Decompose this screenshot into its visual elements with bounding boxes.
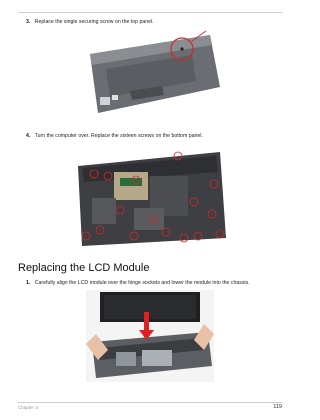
step-text: Replace the single securing screw on the top panel. xyxy=(34,19,154,25)
footer-rule xyxy=(18,402,282,403)
step-text: Carefully align the LCD module over the hinge sockets and lower the module into the chassis. xyxy=(34,280,250,286)
chapter-label: Chapter 3 xyxy=(18,405,38,410)
step-1 xyxy=(26,280,250,286)
lcd-module-photo xyxy=(86,290,214,382)
page-number: 119 xyxy=(273,404,282,410)
section-title: Replacing the LCD Module xyxy=(18,262,150,274)
step-number: 4. xyxy=(26,133,31,139)
step-number: 3. xyxy=(26,19,31,25)
step-4 xyxy=(26,133,203,139)
step-3 xyxy=(26,19,154,25)
top-panel-photo xyxy=(82,29,222,119)
alignment-arrow xyxy=(144,312,149,330)
screw xyxy=(180,47,183,50)
step-text: Turn the computer over. Replace the sixteen screws on the bottom panel. xyxy=(34,133,203,139)
step-number: 1. xyxy=(26,280,31,286)
header-rule xyxy=(18,12,282,13)
bottom-panel-photo xyxy=(74,146,228,250)
